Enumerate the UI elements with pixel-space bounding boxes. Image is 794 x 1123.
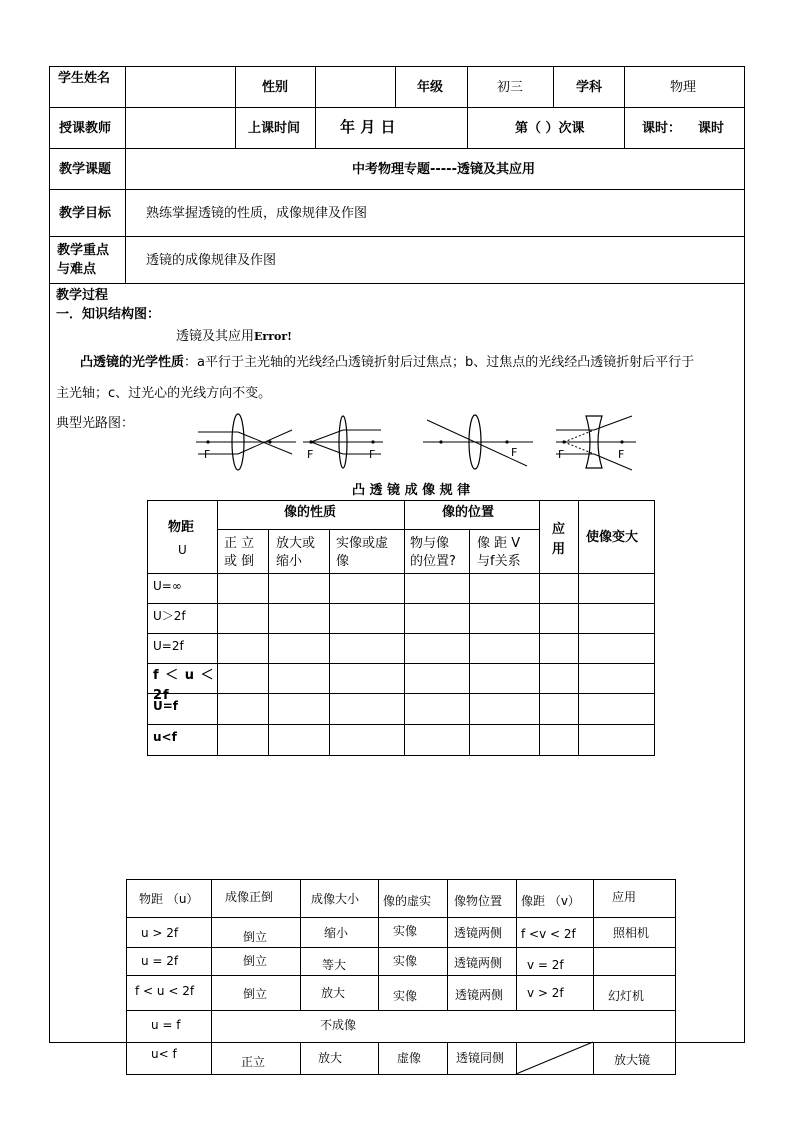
- distance-label: 物距: [168, 520, 195, 535]
- t2-cell: 不成像: [320, 1018, 357, 1032]
- convex-property-line2: 主光轴；c、过光心的光线方向不变。: [56, 386, 272, 401]
- sub-size: 放大或 缩小: [276, 536, 316, 569]
- teacher-label: 授课教师: [59, 121, 112, 136]
- goal-label: 教学目标: [59, 206, 112, 221]
- student-name-label: 学生姓名: [58, 71, 111, 86]
- t2-cell: v = 2f: [527, 958, 564, 972]
- focus-label: F: [558, 448, 565, 461]
- topic-label: 教学课题: [59, 162, 112, 177]
- ray-diagram-2: [303, 414, 383, 472]
- nature-label: 像的性质: [284, 505, 337, 520]
- structure-error: Error!: [254, 330, 292, 343]
- focus-point: [206, 440, 209, 443]
- date-text: 年 月 日: [340, 118, 396, 136]
- t2-header: 像距 （v）: [521, 894, 580, 908]
- ray-diagram-3: [423, 414, 533, 472]
- t2-cell: 放大: [321, 986, 346, 1000]
- grade-label: 年级: [417, 80, 444, 95]
- focus-label: F: [369, 448, 376, 461]
- t2-cell: f < u < 2f: [135, 984, 195, 998]
- key-value: 透镜的成像规律及作图: [146, 253, 277, 268]
- row-label: U＞2f: [153, 609, 186, 623]
- row-label: U=∞: [153, 579, 182, 593]
- t2-cell: 正立: [241, 1055, 266, 1069]
- focus-label: F: [511, 446, 518, 459]
- t2-cell: 透镜两侧: [454, 956, 503, 970]
- focus-label: F: [204, 448, 211, 461]
- focus-point: [562, 440, 565, 443]
- t2-cell: f <v < 2f: [521, 927, 576, 941]
- enlarge-label: 使像变大: [586, 530, 639, 545]
- t2-cell: 放大: [318, 1051, 343, 1065]
- sub-side: 物与像 的位置?: [410, 536, 456, 569]
- table1-title: 凸 透 镜 成 像 规 律: [352, 483, 471, 498]
- key-label-line2: 与难点: [57, 262, 97, 277]
- topic-value: 中考物理专题-----透镜及其应用: [352, 162, 535, 177]
- t2-header: 物距 （u）: [139, 892, 199, 906]
- convex-title: 凸透镜的光学性质: [80, 355, 185, 370]
- row-label: U=2f: [153, 639, 184, 653]
- time-label: 上课时间: [248, 121, 301, 136]
- grade-value: 初三: [497, 80, 524, 95]
- t2-cell: 实像: [393, 989, 418, 1003]
- t2-cell: 等大: [322, 958, 347, 972]
- t2-cell: 倒立: [243, 930, 268, 944]
- focus-point: [268, 440, 271, 443]
- t2-cell: u > 2f: [141, 926, 179, 940]
- sub-upright: 正 立 或 倒: [224, 536, 255, 569]
- focus-point: [309, 440, 312, 443]
- ray-diagram-1: [196, 414, 296, 472]
- focus-label: F: [618, 448, 625, 461]
- key-label-line1: 教学重点: [57, 243, 110, 258]
- gender-label: 性别: [262, 80, 289, 95]
- focus-point: [439, 440, 442, 443]
- hours-label: 课时：: [642, 121, 682, 136]
- t2-cell: 倒立: [243, 987, 268, 1001]
- t2-cell: v > 2f: [527, 986, 564, 1000]
- ray-diagram-4: [556, 414, 636, 472]
- t2-cell: 虚像: [397, 1051, 422, 1065]
- t2-header: 成像大小: [311, 892, 360, 906]
- focus-point: [620, 440, 623, 443]
- t2-cell: 照相机: [613, 926, 650, 940]
- row-label-clip: [153, 666, 216, 703]
- goal-value: 熟练掌握透镜的性质，成像规律及作图: [146, 206, 368, 221]
- convex-property-line1: [80, 355, 694, 371]
- row-label: f ＜ u ＜ 2f: [153, 668, 215, 703]
- t2-cell: u = f: [151, 1018, 181, 1032]
- convex-text-1: ：a平行于主光轴的光线经凸透镜折射后过焦点；b、过焦点的光线经凸透镜折射后平行于: [184, 355, 695, 370]
- t2-cell: 透镜两侧: [454, 926, 503, 940]
- row-label: u<f: [153, 730, 177, 744]
- t2-cell: 实像: [393, 924, 418, 938]
- apply-label: 应 用: [552, 522, 566, 557]
- t2-cell: u = 2f: [141, 954, 179, 968]
- lesson-number: 第（ ）次课: [515, 121, 585, 136]
- t2-cell: 透镜两侧: [455, 988, 504, 1002]
- t2-cell: 倒立: [243, 954, 268, 968]
- t2-cell: u< f: [151, 1047, 177, 1061]
- t2-cell: 透镜同侧: [456, 1051, 505, 1065]
- distance-symbol: U: [178, 543, 187, 557]
- subject-label: 学科: [576, 80, 603, 95]
- focus-label: F: [307, 448, 314, 461]
- position-label: 像的位置: [442, 505, 495, 520]
- focus-point: [371, 440, 374, 443]
- t2-header: 像的虚实: [383, 894, 432, 908]
- row-label: U=f: [153, 699, 179, 713]
- diagram-label: 典型光路图：: [56, 416, 135, 431]
- hours-unit: 课时: [698, 121, 725, 136]
- sub-real-virtual: 实像或虚 像: [336, 536, 389, 569]
- t2-cell: 缩小: [324, 926, 349, 940]
- t2-header: 成像正倒: [225, 890, 274, 904]
- section-heading: 一．知识结构图：: [56, 307, 161, 322]
- process-title: 教学过程: [56, 288, 109, 303]
- t2-cell: 放大镜: [614, 1053, 651, 1067]
- structure-text: 透镜及其应用: [176, 329, 255, 344]
- diagonal-slash: [516, 1042, 593, 1074]
- t2-cell: 幻灯机: [608, 989, 645, 1003]
- focus-point: [505, 440, 508, 443]
- t2-header: 应用: [612, 890, 637, 904]
- t2-header: 像物位置: [454, 894, 503, 908]
- ray: [311, 442, 343, 454]
- t2-cell: 实像: [393, 954, 418, 968]
- ray: [311, 430, 343, 442]
- structure-line: [176, 329, 292, 345]
- sub-v-relation: 像 距 V 与f关系: [477, 536, 521, 569]
- subject-value: 物理: [670, 80, 697, 95]
